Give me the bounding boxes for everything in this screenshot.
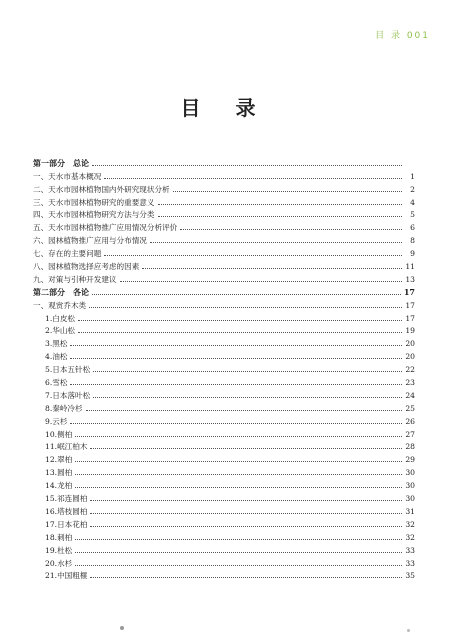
toc-page-number: 29 (405, 455, 415, 465)
toc-page-number: 24 (405, 390, 415, 400)
toc-page-number: 32 (405, 532, 415, 542)
toc-entry-label: 六、园林植物推广应用与分布情况 (33, 236, 147, 246)
toc-entry[interactable] (33, 426, 415, 439)
toc-entry-label: 5.日本五针松 (45, 365, 91, 375)
toc-entry[interactable] (33, 310, 415, 323)
toc-entry-label: 一、观赏乔木类 (33, 300, 87, 310)
toc-entry[interactable] (33, 387, 415, 400)
toc-page-number: 6 (410, 223, 415, 233)
toc-page-number: 13 (405, 274, 415, 284)
table-of-contents (33, 155, 415, 580)
toc-entry-label: 8.秦岭冷杉 (45, 403, 83, 413)
toc-entry-label: 2.华山松 (45, 326, 76, 336)
toc-page-number: 19 (405, 326, 415, 336)
toc-leader-dots (75, 564, 402, 566)
toc-leader-dots (90, 499, 402, 501)
toc-entry-label: 7.日本落叶松 (45, 390, 91, 400)
toc-leader-dots (120, 280, 402, 282)
running-head: 目 录 001 (375, 31, 430, 41)
toc-entry-label: 10.侧柏 (45, 429, 73, 439)
toc-leader-dots (180, 228, 402, 230)
toc-entry[interactable] (33, 516, 415, 529)
toc-entry[interactable] (33, 400, 415, 413)
toc-entry-label: 1.白皮松 (45, 313, 76, 323)
toc-page-number: 20 (405, 352, 415, 362)
toc-leader-dots (78, 319, 402, 321)
toc-entry-label: 12.翠柏 (45, 455, 73, 465)
toc-entry-label: 四、天水市园林植物研究方法与分类 (33, 210, 155, 220)
toc-leader-dots (75, 473, 402, 475)
toc-entry[interactable] (33, 297, 415, 310)
toc-entry-label: 一、天水市基本概况 (33, 171, 102, 181)
toc-entry[interactable] (33, 464, 415, 477)
toc-entry-label: 21.中国粗榧 (45, 571, 88, 581)
toc-leader-dots (75, 538, 402, 540)
toc-entry[interactable] (33, 542, 415, 555)
toc-entry[interactable] (33, 207, 415, 220)
toc-entry[interactable] (33, 451, 415, 464)
toc-entry-label: 九、对策与引种开发建议 (33, 274, 117, 284)
toc-leader-dots (92, 164, 402, 166)
toc-entry[interactable] (33, 219, 415, 232)
toc-entry[interactable] (33, 439, 415, 452)
page-title: 目 录 (180, 96, 270, 120)
toc-page-number: 17 (405, 313, 415, 323)
toc-page-number: 30 (405, 468, 415, 478)
toc-entry[interactable] (33, 568, 415, 581)
toc-page-number: 30 (405, 494, 415, 504)
toc-page-number: 11 (405, 262, 415, 272)
toc-entry[interactable] (33, 374, 415, 387)
toc-entry-label: 13.圆柏 (45, 468, 73, 478)
toc-page-number: 32 (405, 519, 415, 529)
toc-page-number: 17 (405, 300, 415, 310)
toc-leader-dots (90, 576, 402, 578)
toc-entry-label: 七、存在的主要问题 (33, 249, 102, 259)
toc-entry-label: 19.杜松 (45, 545, 73, 555)
toc-part-heading[interactable] (33, 155, 415, 168)
toc-entry-label: 18.刺柏 (45, 532, 73, 542)
toc-page-number: 26 (405, 416, 415, 426)
toc-entry-label: 11.岷江柏木 (45, 442, 88, 452)
toc-entry[interactable] (33, 529, 415, 542)
toc-entry-label: 9.云杉 (45, 416, 68, 426)
print-speck (120, 626, 124, 630)
toc-leader-dots (104, 177, 402, 179)
toc-leader-dots (75, 435, 402, 437)
toc-leader-dots (75, 486, 402, 488)
toc-page-number: 28 (405, 442, 415, 452)
toc-leader-dots (150, 241, 402, 243)
toc-page-number: 31 (405, 506, 415, 516)
toc-leader-dots (158, 203, 403, 205)
toc-entry-label: 6.雪松 (45, 378, 68, 388)
toc-entry-label: 14.龙柏 (45, 481, 73, 491)
toc-entry[interactable] (33, 323, 415, 336)
toc-leader-dots (90, 447, 402, 449)
toc-leader-dots (142, 267, 402, 269)
toc-entry-label: 三、天水市园林植物研究的重要意义 (33, 197, 155, 207)
toc-page-number: 5 (410, 210, 415, 220)
toc-entry-label: 16.塔枝圆柏 (45, 506, 88, 516)
toc-entry-label: 17.日本花柏 (45, 519, 88, 529)
toc-leader-dots (104, 254, 402, 256)
toc-entry[interactable] (33, 245, 415, 258)
toc-part-heading[interactable] (33, 284, 415, 297)
toc-entry[interactable] (33, 503, 415, 516)
toc-entry[interactable] (33, 335, 415, 348)
toc-entry-label: 4.油松 (45, 352, 68, 362)
toc-entry[interactable] (33, 258, 415, 271)
toc-entry[interactable] (33, 181, 415, 194)
toc-page-number: 20 (405, 339, 415, 349)
toc-leader-dots (70, 344, 402, 346)
toc-entry[interactable] (33, 232, 415, 245)
toc-entry-label: 第二部分 各论 (33, 286, 89, 297)
toc-page-number: 27 (405, 429, 415, 439)
toc-page-number: 30 (405, 481, 415, 491)
toc-entry-label: 20.水杉 (45, 558, 73, 568)
toc-leader-dots (158, 215, 403, 217)
toc-leader-dots (75, 551, 402, 553)
toc-entry[interactable] (33, 490, 415, 503)
toc-page-number: 33 (405, 558, 415, 568)
toc-entry[interactable] (33, 361, 415, 374)
toc-page-number: 22 (405, 365, 415, 375)
toc-entry[interactable] (33, 477, 415, 490)
toc-page-number: 23 (405, 378, 415, 388)
toc-entry[interactable] (33, 168, 415, 181)
toc-entry-label: 15.祁连圆柏 (45, 494, 88, 504)
print-speck (407, 629, 410, 632)
toc-leader-dots (70, 357, 402, 359)
toc-entry-label: 五、天水市园林植物推广应用情况分析评价 (33, 223, 178, 233)
toc-page-number: 35 (405, 571, 415, 581)
toc-page-number: 17 (403, 286, 415, 297)
toc-entry[interactable] (33, 413, 415, 426)
toc-page-number: 1 (410, 171, 415, 181)
toc-entry[interactable] (33, 271, 415, 284)
toc-leader-dots (93, 396, 402, 398)
toc-page-number: 2 (410, 184, 415, 194)
toc-leader-dots (93, 370, 402, 372)
toc-entry[interactable] (33, 194, 415, 207)
toc-entry-label: 八、园林植物选择应考虑的因素 (33, 262, 140, 272)
toc-leader-dots (90, 525, 402, 527)
toc-page-number: 25 (405, 403, 415, 413)
toc-entry[interactable] (33, 555, 415, 568)
toc-page-number: 9 (410, 249, 415, 259)
toc-page-number: 33 (405, 545, 415, 555)
toc-entry[interactable] (33, 348, 415, 361)
toc-entry-label: 3.黑松 (45, 339, 68, 349)
toc-leader-dots (75, 460, 402, 462)
toc-leader-dots (86, 409, 402, 411)
toc-leader-dots (89, 306, 402, 308)
toc-page-number: 4 (410, 197, 415, 207)
toc-leader-dots (173, 190, 402, 192)
toc-leader-dots (70, 422, 402, 424)
toc-entry-label: 第一部分 总论 (33, 157, 89, 168)
toc-leader-dots (90, 512, 402, 514)
toc-page-number: 8 (410, 236, 415, 246)
toc-leader-dots (70, 383, 402, 385)
toc-leader-dots (78, 331, 402, 333)
toc-entry-label: 二、天水市园林植物国内外研究现状分析 (33, 184, 170, 194)
toc-leader-dots (92, 293, 401, 295)
